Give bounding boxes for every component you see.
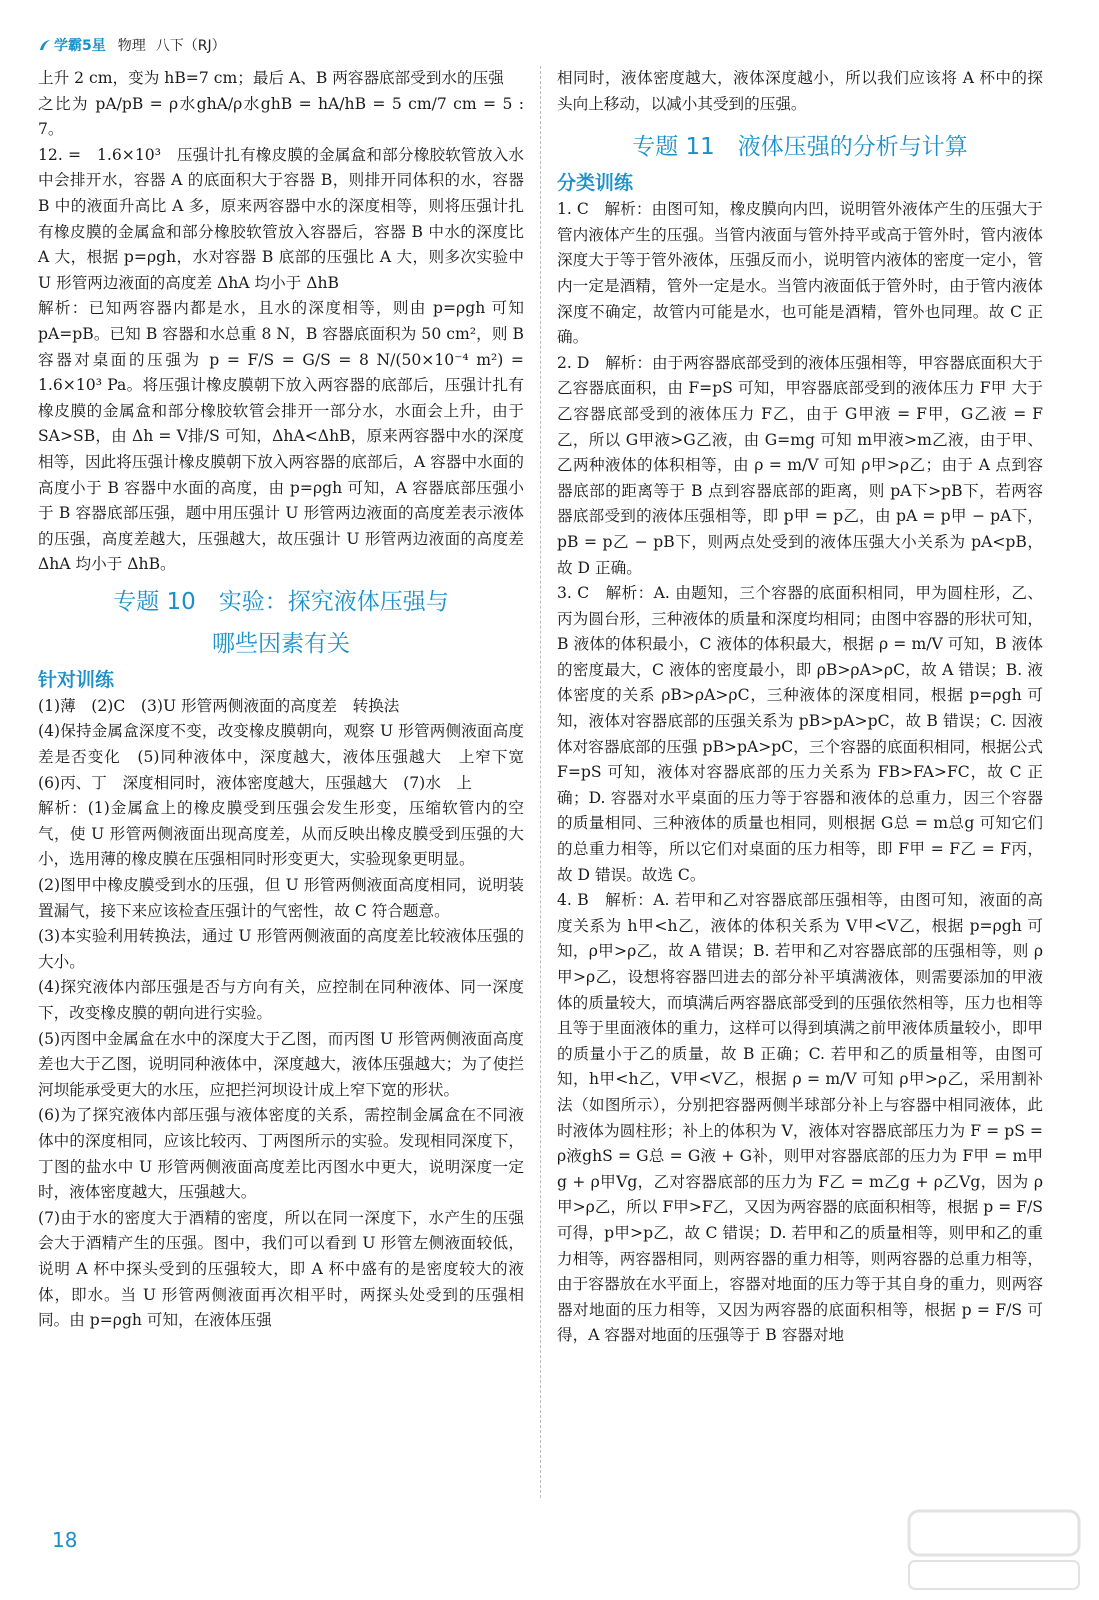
paragraph: 解析：已知两容器内都是水，且水的深度相等，则由 p=ρgh 可知 pA=pB。已知 B 容器和水总重 8 N，B 容器底面积为 50 cm²，则 B 容器对桌面的压强为 p = F/S = G/S = 8 N/(50×10⁻⁴ m²) = 1.6×10³ Pa。将压强计橡皮膜朝下放入两容器的底部后，压强计扎有橡皮膜的金属盒和部分橡胶软管会排开一部分水，水面会上升，由于 SA>SB，由 Δh = V排/S 可知，ΔhA<ΔhB，原来两容器中水的深度相等，因此将压强计橡皮膜朝下放入两容器的底部后，A 容器中水面的高度小于 B 容器中水面的高度，由 p=ρgh 可知，A 容器底部压强小于 B 容器底部压强，题中用压强计 U 形管两边液面的高度差表示液体的压强，高度差越大，压强越大，故压强计 U 形管两边液面的高度差 ΔhA 均小于 ΔhB。	[38, 299, 524, 574]
answer-line: (6)为了探究液体内部压强与液体密度的关系，需控制金属盒在不同液体中的深度相同，应该比较丙、丁两图所示的实验。发现相同深度下，丁图的盐水中 U 形管两侧液面高度差比丙图水中更大，说明深度一定时，液体密度越大，压强越大。	[38, 1106, 524, 1202]
answer-line: (5)丙图中金属盒在水中的深度大于乙图，而丙图 U 形管两侧液面高度差也大于乙图，说明同种液体中，深度越大，液体压强越大；为了使拦河坝能承受更大的水压，应把拦河坝设计成上窄下宽的形状。	[38, 1029, 524, 1099]
watermark-logo	[905, 1503, 1085, 1595]
grade-label: 八下（RJ）	[155, 38, 226, 54]
left-column	[38, 66, 540, 1334]
answer-line: (1)薄 (2)C (3)U 形管两侧液面的高度差 转换法	[38, 696, 400, 715]
star-icon	[38, 38, 52, 52]
answer-line: (4)探究液体内部压强是否与方向有关，应控制在同种液体、同一深度下，改变橡皮膜的朝向进行实验。	[38, 978, 524, 1022]
page-header	[38, 34, 226, 56]
column-divider	[540, 66, 542, 1498]
section-label: 针对训练	[38, 668, 115, 691]
answer-line: (7)由于水的密度大于酒精的密度，所以在同一深度下，水产生的压强会大于酒精产生的压强。图中，我们可以看到 U 形管左侧液面较低，说明 A 杯中探头受到的压强较大，即 A 杯中盛有的是密度较大的液体，即水。当 U 形管两侧液面再次相平时，两探头处受到的压强相同。由 p=ρgh 可知，在液体压强	[38, 1208, 524, 1330]
subject-label: 物理	[117, 38, 146, 54]
topic-10-title-line2: 哪些因素有关	[212, 630, 350, 657]
answer-line: (3)本实验利用转换法，通过 U 形管两侧液面的高度差比较液体压强的大小。	[38, 927, 524, 971]
right-column	[557, 66, 1043, 1349]
topic-11-title: 专题 11 液体压强的分析与计算	[632, 134, 968, 161]
brand-name: 学霸5星	[54, 38, 106, 54]
paragraph: 12. = 1.6×10³ 压强计扎有橡皮膜的金属盒和部分橡胶软管放入水中会排开水，容器 A 的底面积大于容器 B，则排开同体积的水，容器 B 中的液面升高比 A 多，原来两容器中水的深度相等，则将压强计扎有橡皮膜的金属盒和部分橡胶软管放入容器后，容器 B 中水的深度比 A 大，根据 p=ρgh，水对容器 B 底部的压强比 A 大，则多次实验中 U 形管两边液面的高度差 ΔhA 均小于 ΔhB	[38, 145, 524, 292]
answer-item: 4. B 解析：A. 若甲和乙对容器底部压强相等，由图可知，液面的高度关系为 h甲<h乙，液体的体积关系为 V甲<V乙，根据 p=ρgh 可知，ρ甲>ρ乙，故 A 错误；B. 若甲和乙对容器底部的压强相等，则 ρ甲>ρ乙，设想将容器凹进去的部分补平填满液体，则需要添加的甲液体的质量较大，而填满后两容器底部受到的压强依然相等，压力也相等且等于里面液体的重力，这样可以得到填满之前甲液体质量较小，即甲的质量小于乙的质量，故 B 正确；C. 若甲和乙的质量相等，由图可知，h甲<h乙，V甲<V乙，根据 ρ = m/V 可知 ρ甲>ρ乙，采用割补法（如图所示），分别把容器两侧半球部分补上与容器中相同液体，此时液体为圆柱形；补上的体积为 V，液体对容器底部压力为 F = pS = ρ液ghS = G总 = G液 + G补，则甲对容器底部的压力为 F甲 = m甲g + ρ甲Vg，乙对容器底部的压力为 F乙 = m乙g + ρ乙Vg，因为 ρ甲>ρ乙，所以 F甲>F乙，又因为两容器的底面积相等，根据 p = F/S 可得，p甲>p乙，故 C 错误；D. 若甲和乙的质量相等，则甲和乙的重力相等，两容器相同，则两容器的重力相等，则两容器的总重力相等，由于容器放在水平面上，容器对地面的压力等于其自身的重力，则两容器对地面的压力相等，又因为两容器的底面积相等，根据 p = F/S 可得，A 容器对地面的压强等于 B 容器对地	[557, 891, 1043, 1345]
answer-line: (2)图甲中橡皮膜受到水的压强，但 U 形管两侧液面高度相同，说明装置漏气，接下来应该检查压强计的气密性，故 C 符合题意。	[38, 876, 524, 920]
answer-item: 3. C 解析：A. 由题知，三个容器的底面积相同，甲为圆柱形，乙、丙为圆台形，三种液体的质量和深度均相同；由图中容器的形状可知，B 液体的体积最小，C 液体的体积最大，根据 ρ = m/V 可知，B 液体的密度最大，C 液体的密度最小，即 ρB>ρA>ρC，故 A 错误；B. 液体密度的关系 ρB>ρA>ρC，三种液体的深度相同，根据 p=ρgh 可知，液体对容器底部的压强关系为 pB>pA>pC，故 B 错误；C. 因液体对容器底部的压强 pB>pA>pC，三个容器的底面积相同，根据公式 F=pS 可知，液体对容器底部的压力关系为 FB>FA>FC，故 C 正确；D. 容器对水平桌面的压力等于容器和液体的总重力，因三个容器的质量相同、三种液体的质量也相同，则根据 G总 = m总g 可知它们的总重力相等，所以它们对桌面的压力相等，即 F甲 = F乙 = F丙，故 D 错误。故选 C。	[557, 584, 1043, 884]
brand-logo	[38, 35, 106, 55]
paragraph: 之比为 pA/pB = ρ水ghA/ρ水ghB = hA/hB = 5 cm/7 cm = 5 : 7。	[38, 94, 524, 139]
answer-item: 2. D 解析：由于两容器底部受到的液体压强相等，甲容器底面积大于乙容器底面积，由 F=pS 可知，甲容器底部受到的液体压力 F甲 大于乙容器底部受到的液体压力 F乙，由于 G甲液 = F甲，G乙液 = F乙，所以 G甲液>G乙液，由 G=mg 可知 m甲液>m乙液，由于甲、乙两种液体的体积相等，由 ρ = m/V 可知 ρ甲>ρ乙；由于 A 点到容器底部的距离等于 B 点到容器底部的距离，则 pA下>pB下，若两容器底部受到的液体压强相等，即 p甲 = p乙，由 pA = p甲 − pA下，pB = p乙 − pB下，则两点处受到的液体压强大小关系为 pA<pB，故 D 正确。	[557, 353, 1043, 577]
answer-line: 解析：(1)金属盒上的橡皮膜受到压强会发生形变，压缩软管内的空气，使 U 形管两侧液面出现高度差，从而反映出橡皮膜受到压强的大小，选用薄的橡皮膜在压强相同时形变更大，实验现象更明显。	[38, 799, 524, 869]
paragraph: 上升 2 cm，变为 hB=7 cm；最后 A、B 两容器底部受到水的压强	[38, 69, 504, 87]
page-number: 18	[52, 1528, 78, 1552]
paragraph: 相同时，液体密度越大，液体深度越小，所以我们应该将 A 杯中的探头向上移动，以减小其受到的压强。	[557, 69, 1043, 113]
section-label: 分类训练	[557, 172, 634, 195]
topic-10-title-line1: 专题 10 实验：探究液体压强与	[113, 588, 449, 615]
answer-line: (4)保持金属盒深度不变，改变橡皮膜朝向，观察 U 形管两侧液面高度差是否变化 (5)同种液体中，深度越大，液体压强越大 上窄下宽 (6)丙、丁 深度相同时，液体密度越大，压强越大 (7)水 上	[38, 722, 540, 792]
answer-item: 1. C 解析：由图可知，橡皮膜向内凹，说明管外液体产生的压强大于管内液体产生的压强。当管内液面与管外持平或高于管外时，管内液体深度大于等于管外液体，压强反而小，说明管内液体的密度一定小，管内一定是酒精，管外一定是水。当管内液面低于管外时，由于管内液体深度不确定，故管内可能是水，也可能是酒精，管外也同理。故 C 正确。	[557, 200, 1043, 347]
